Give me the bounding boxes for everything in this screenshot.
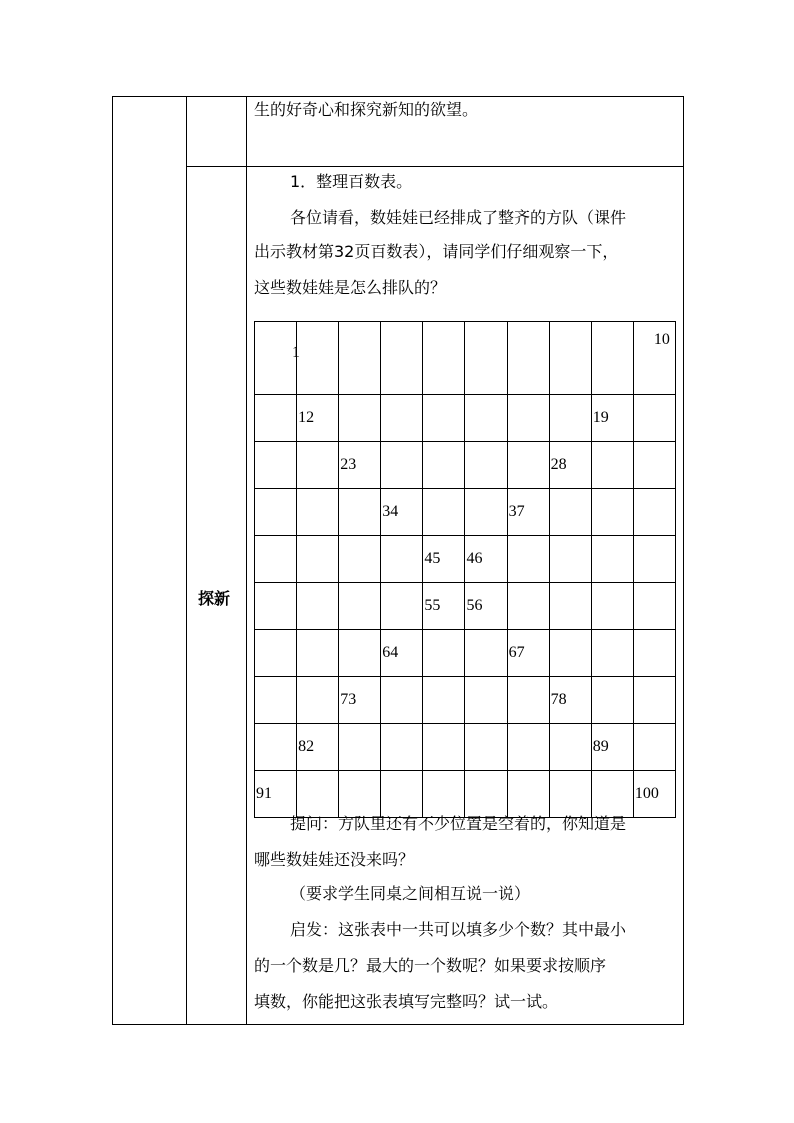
grid-row	[255, 771, 676, 818]
grid-cell	[381, 395, 423, 442]
grid-cell	[423, 442, 465, 489]
grid-cell	[507, 395, 549, 442]
grid-cell-value: 73	[340, 691, 357, 708]
grid-cell	[423, 677, 465, 724]
grid-cell	[339, 322, 381, 395]
grid-cell	[465, 583, 507, 630]
grid-cell	[297, 395, 339, 442]
grid-cell	[465, 395, 507, 442]
grid-cell	[549, 724, 591, 771]
grid-row	[255, 536, 676, 583]
grid-cell	[633, 322, 675, 395]
grid-cell	[381, 583, 423, 630]
grid-cell	[339, 771, 381, 818]
grid-cell-value: 45	[424, 550, 441, 567]
grid-cell	[633, 630, 675, 677]
grid-cell	[423, 536, 465, 583]
grid-cell	[255, 442, 297, 489]
grid-cell	[423, 322, 465, 395]
grid-row	[255, 724, 676, 771]
grid-row	[255, 677, 676, 724]
grid-cell	[465, 442, 507, 489]
grid-cell	[507, 322, 549, 395]
grid-cell	[465, 630, 507, 677]
grid-cell	[255, 583, 297, 630]
grid-cell	[381, 771, 423, 818]
grid-cell	[591, 322, 633, 395]
grid-cell-value: 23	[340, 456, 357, 473]
grid-cell	[591, 489, 633, 536]
grid-cell	[633, 395, 675, 442]
grid-cell	[297, 536, 339, 583]
grid-cell	[507, 583, 549, 630]
grid-cell	[381, 630, 423, 677]
grid-cell-value: 56	[466, 597, 483, 614]
hint-line: 启发：这张表中一共可以填多少个数？其中最小	[290, 920, 627, 939]
grid-row	[255, 395, 676, 442]
grid-cell	[507, 630, 549, 677]
grid-row	[255, 322, 676, 395]
grid-cell	[591, 630, 633, 677]
grid-cell	[633, 489, 675, 536]
grid-cell	[423, 724, 465, 771]
grid-cell	[339, 489, 381, 536]
paragraph-line: 出示教材第32页百数表），请同学们仔细观察一下，	[254, 242, 619, 261]
grid-cell	[633, 442, 675, 489]
grid-cell	[591, 724, 633, 771]
grid-cell	[297, 771, 339, 818]
grid-cell	[465, 489, 507, 536]
grid-cell	[255, 536, 297, 583]
grid-cell	[255, 724, 297, 771]
grid-cell	[549, 395, 591, 442]
paragraph-line: 各位请看，数娃娃已经排成了整齐的方队（课件	[290, 208, 627, 227]
grid-cell	[633, 771, 675, 818]
grid-cell	[339, 724, 381, 771]
grid-cell-value: 82	[298, 738, 315, 755]
grid-cell-value: 67	[508, 644, 525, 661]
grid-cell	[423, 583, 465, 630]
grid-cell	[465, 677, 507, 724]
section-label: 探新	[198, 589, 231, 608]
grid-row	[255, 489, 676, 536]
grid-cell-value: 91	[256, 785, 272, 802]
grid-cell	[339, 677, 381, 724]
grid-cell	[381, 442, 423, 489]
grid-cell	[339, 583, 381, 630]
grid-cell	[255, 322, 300, 395]
grid-cell	[507, 724, 549, 771]
grid-cell	[549, 630, 591, 677]
grid-cell	[423, 771, 465, 818]
grid-cell	[297, 630, 339, 677]
grid-cell	[549, 489, 591, 536]
grid-cell	[339, 442, 381, 489]
grid-cell	[591, 771, 633, 818]
grid-cell	[507, 771, 549, 818]
hundred-chart	[254, 321, 676, 818]
grid-cell	[633, 677, 675, 724]
grid-cell	[465, 771, 507, 818]
grid-cell	[255, 771, 297, 818]
hint-line: 的一个数是几？最大的一个数呢？如果要求按顺序	[254, 956, 607, 975]
grid-cell	[255, 630, 297, 677]
grid-cell	[381, 322, 423, 395]
grid-cell-value: 1	[292, 344, 300, 361]
grid-cell-value: 28	[550, 456, 567, 473]
grid-cell	[633, 583, 675, 630]
grid-cell	[297, 322, 339, 395]
grid-cell	[633, 536, 675, 583]
grid-cell	[591, 395, 633, 442]
column-divider-2	[246, 96, 247, 1025]
grid-cell-value: 64	[382, 644, 399, 661]
grid-cell-value: 46	[466, 550, 483, 567]
grid-cell	[297, 724, 339, 771]
grid-row	[255, 583, 676, 630]
grid-cell	[255, 489, 297, 536]
grid-cell	[549, 583, 591, 630]
grid-cell	[423, 630, 465, 677]
grid-cell	[381, 536, 423, 583]
question-line: 哪些数娃娃还没来吗？	[254, 850, 415, 869]
grid-cell-value: 37	[508, 503, 525, 520]
row-divider	[186, 166, 684, 167]
grid-cell	[549, 677, 591, 724]
grid-cell-value: 34	[382, 503, 399, 520]
grid-cell	[507, 442, 549, 489]
grid-row	[255, 630, 676, 677]
grid-cell	[591, 677, 633, 724]
hint-line: 填数，你能把这张表填写完整吗？试一试。	[254, 992, 559, 1011]
grid-cell	[297, 677, 339, 724]
grid-cell	[465, 322, 507, 395]
grid-cell	[549, 322, 591, 395]
grid-cell-value: 19	[592, 409, 609, 426]
row-top-text: 生的好奇心和探究新知的欲望。	[254, 100, 479, 119]
grid-cell-value: 100	[634, 785, 659, 802]
grid-cell	[339, 536, 381, 583]
grid-cell	[255, 677, 297, 724]
grid-cell	[381, 489, 423, 536]
grid-cell	[465, 536, 507, 583]
grid-cell	[507, 536, 549, 583]
grid-cell	[507, 489, 549, 536]
grid-cell	[423, 489, 465, 536]
grid-cell	[591, 442, 633, 489]
grid-cell	[255, 395, 297, 442]
grid-cell	[591, 583, 633, 630]
grid-cell	[381, 724, 423, 771]
question-line: 提问：方队里还有不少位置是空着的，你知道是	[290, 814, 627, 833]
grid-cell	[297, 442, 339, 489]
grid-cell	[339, 630, 381, 677]
paragraph-line: 这些数娃娃是怎么排队的？	[254, 278, 447, 297]
grid-cell	[381, 677, 423, 724]
section-heading: 1．整理百数表。	[290, 172, 413, 191]
grid-cell	[339, 395, 381, 442]
grid-row	[255, 442, 676, 489]
grid-cell	[549, 771, 591, 818]
grid-cell-value: 55	[424, 597, 441, 614]
grid-cell-value: 10	[653, 331, 670, 348]
requirement-line: （要求学生同桌之间相互说一说）	[290, 884, 531, 903]
grid-cell	[465, 724, 507, 771]
grid-cell	[549, 442, 591, 489]
grid-cell	[549, 536, 591, 583]
grid-cell-value: 78	[550, 691, 567, 708]
grid-cell-value: 89	[592, 738, 609, 755]
grid-cell	[297, 489, 339, 536]
grid-cell	[297, 583, 339, 630]
grid-cell	[591, 536, 633, 583]
grid-cell-value: 12	[298, 409, 315, 426]
grid-cell	[507, 677, 549, 724]
column-divider-1	[186, 96, 187, 1025]
grid-cell	[633, 724, 675, 771]
grid-cell	[423, 395, 465, 442]
